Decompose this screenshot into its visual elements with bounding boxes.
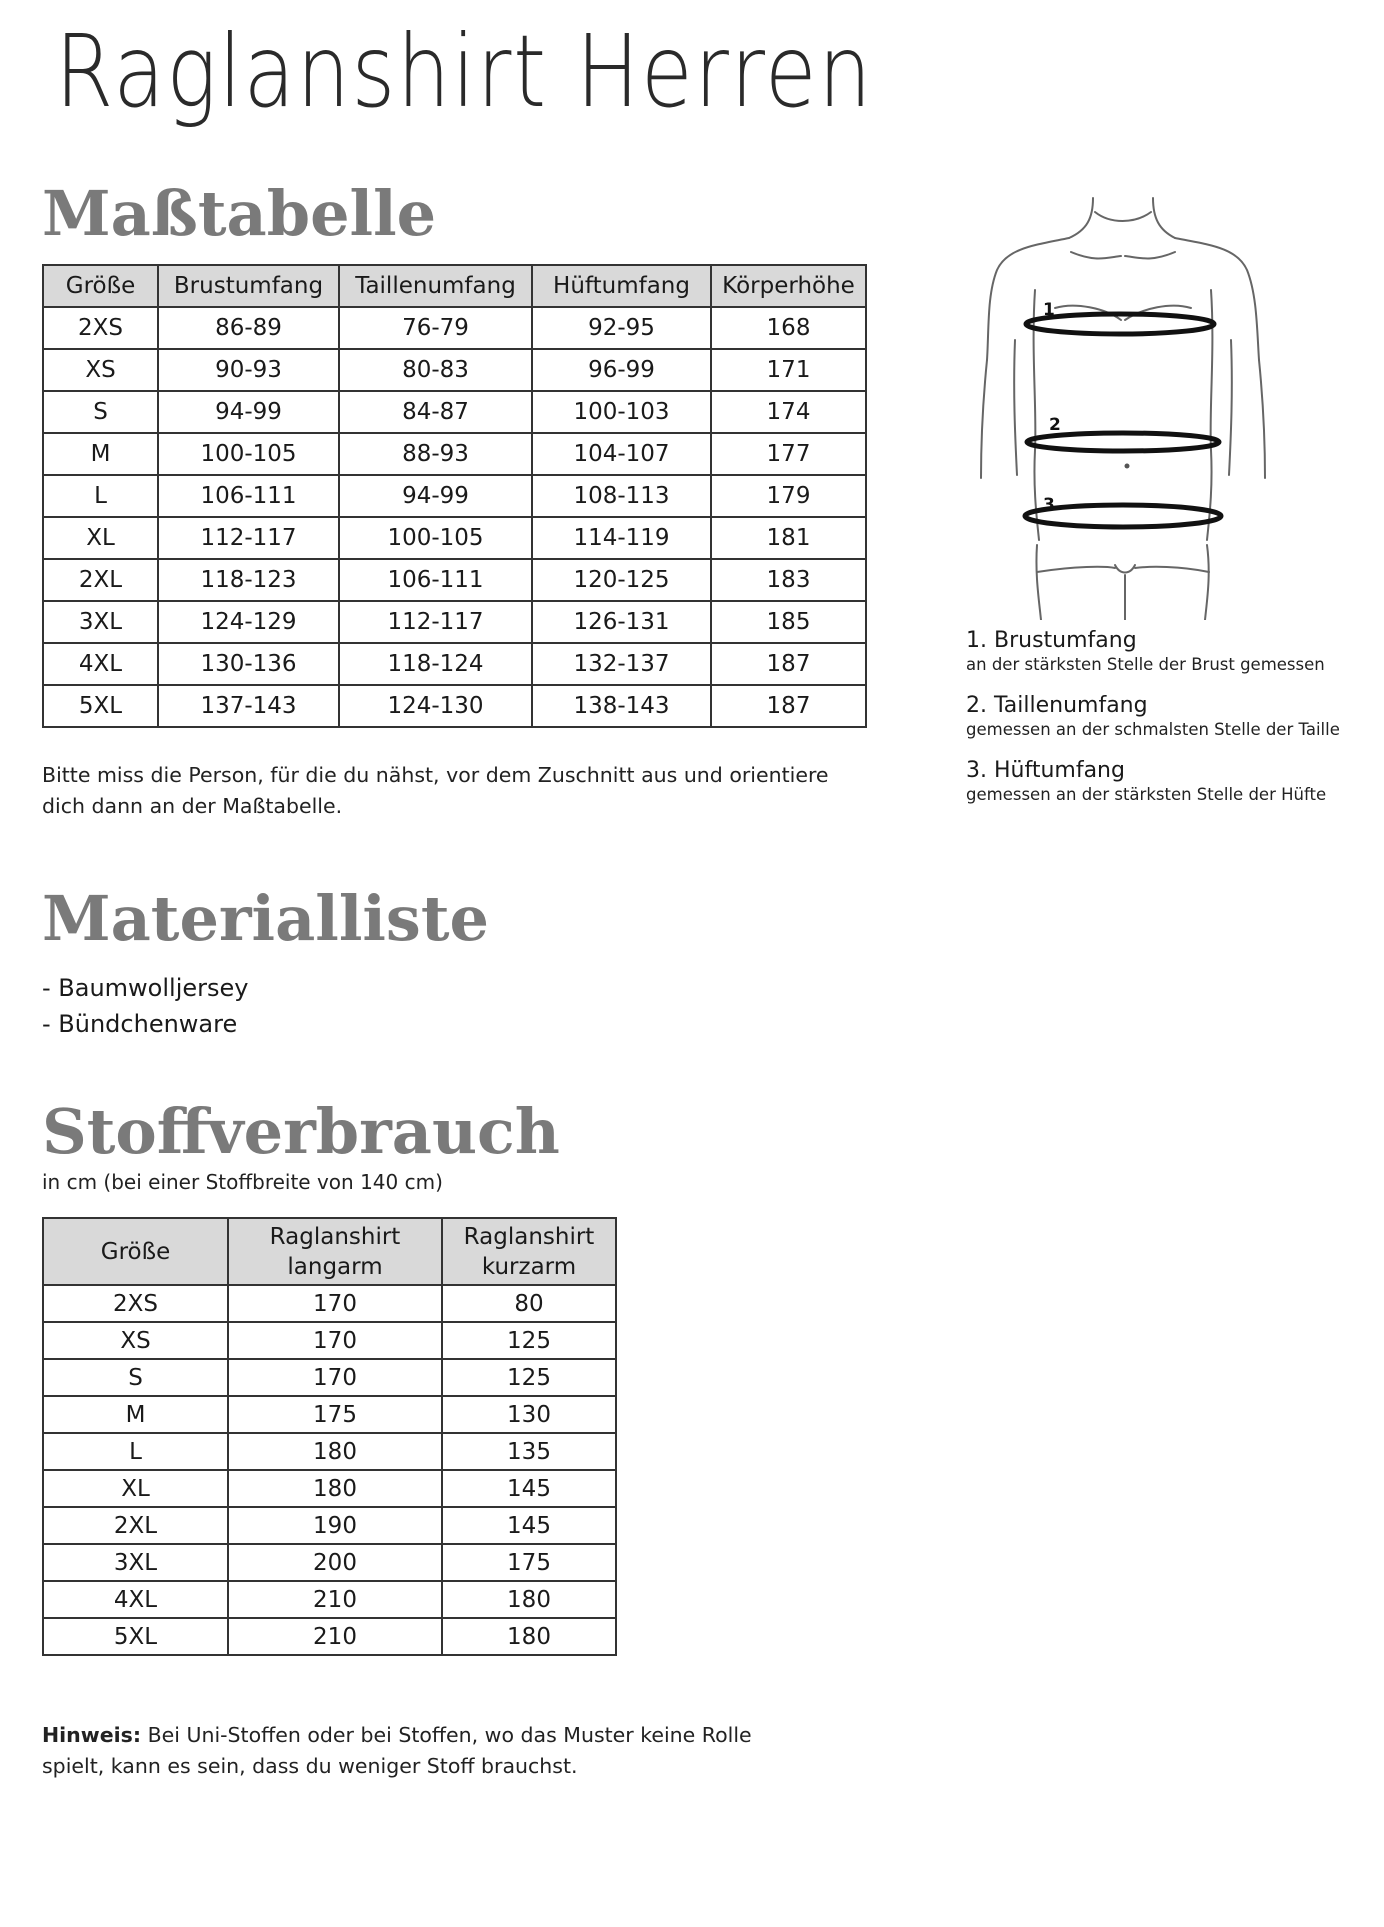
table-cell: M bbox=[43, 433, 158, 475]
size-chart-note: Bitte miss die Person, für die du nähst, vor dem Zuschnitt aus und orientiere dich dann an der Maßtabelle. bbox=[42, 763, 829, 818]
header-cell bbox=[442, 1218, 616, 1285]
table-cell: 171 bbox=[711, 349, 866, 391]
table-row bbox=[43, 559, 866, 601]
table-cell: 4XL bbox=[43, 643, 158, 685]
table-cell: 179 bbox=[711, 475, 866, 517]
table-cell: 170 bbox=[228, 1285, 442, 1322]
table-cell: 124-129 bbox=[158, 601, 339, 643]
table-cell: 88-93 bbox=[339, 433, 532, 475]
table-cell: 175 bbox=[228, 1396, 442, 1433]
legend-label: 3. Hüftumfang bbox=[966, 758, 1125, 783]
legend-label: 1. Brustumfang bbox=[966, 628, 1137, 653]
fabric-note-text: Bei Uni-Stoffen oder bei Stoffen, wo das Muster keine Rolle spielt, kann es sein, dass du weniger Stoff brauchst. bbox=[42, 1723, 752, 1778]
table-cell: 2XL bbox=[43, 1507, 228, 1544]
table-cell: 3XL bbox=[43, 1544, 228, 1581]
legend-desc: gemessen an der schmalsten Stelle der Taille bbox=[966, 720, 1340, 739]
table-cell: 5XL bbox=[43, 685, 158, 727]
table-row bbox=[43, 1470, 616, 1507]
legend-label: 2. Taillenumfang bbox=[966, 693, 1148, 718]
fabric-header-row bbox=[43, 1218, 616, 1285]
table-cell: 180 bbox=[442, 1618, 616, 1655]
table-cell: 126-131 bbox=[532, 601, 711, 643]
table-row bbox=[43, 1581, 616, 1618]
table-cell: 190 bbox=[228, 1507, 442, 1544]
measurement-legend bbox=[966, 627, 1366, 822]
legend-desc: gemessen an der stärksten Stelle der Hüfte bbox=[966, 785, 1327, 804]
table-cell: 3XL bbox=[43, 601, 158, 643]
marker-2: 2 bbox=[1049, 415, 1061, 435]
table-cell: 100-105 bbox=[158, 433, 339, 475]
legend-item bbox=[966, 627, 1366, 675]
table-row bbox=[43, 601, 866, 643]
table-row bbox=[43, 1507, 616, 1544]
material-item: - Bündchenware bbox=[42, 1010, 238, 1038]
table-cell: 130-136 bbox=[158, 643, 339, 685]
size-chart-header-row bbox=[43, 265, 866, 307]
table-cell: 104-107 bbox=[532, 433, 711, 475]
header-cell: Größe bbox=[43, 265, 158, 307]
table-cell: 210 bbox=[228, 1581, 442, 1618]
table-row bbox=[43, 475, 866, 517]
legend-item bbox=[966, 757, 1366, 805]
header-line: Raglanshirt bbox=[463, 1223, 595, 1250]
fabric-note bbox=[42, 1720, 802, 1782]
table-cell: L bbox=[43, 475, 158, 517]
header-line: kurzarm bbox=[481, 1253, 577, 1280]
table-cell: XS bbox=[43, 349, 158, 391]
table-cell: 175 bbox=[442, 1544, 616, 1581]
table-cell: 125 bbox=[442, 1359, 616, 1396]
table-row bbox=[43, 307, 866, 349]
table-row bbox=[43, 1322, 616, 1359]
table-cell: 145 bbox=[442, 1470, 616, 1507]
table-cell: 108-113 bbox=[532, 475, 711, 517]
legend-item bbox=[966, 692, 1366, 740]
table-cell: 2XS bbox=[43, 307, 158, 349]
table-row bbox=[43, 1544, 616, 1581]
material-list bbox=[42, 970, 248, 1042]
fabric-heading: Stoffverbrauch bbox=[42, 1095, 560, 1168]
table-cell: 125 bbox=[442, 1322, 616, 1359]
header-line: Raglanshirt bbox=[269, 1223, 401, 1250]
header-cell: Taillenumfang bbox=[339, 265, 532, 307]
header-cell bbox=[228, 1218, 442, 1285]
table-cell: 106-111 bbox=[339, 559, 532, 601]
table-cell: 187 bbox=[711, 685, 866, 727]
marker-3: 3 bbox=[1043, 495, 1055, 515]
table-cell: 106-111 bbox=[158, 475, 339, 517]
document-title: Raglanshirt Herren bbox=[55, 13, 874, 130]
table-cell: 174 bbox=[711, 391, 866, 433]
table-row bbox=[43, 1618, 616, 1655]
table-cell: 112-117 bbox=[339, 601, 532, 643]
table-cell: 180 bbox=[228, 1470, 442, 1507]
table-cell: 80 bbox=[442, 1285, 616, 1322]
table-cell: 86-89 bbox=[158, 307, 339, 349]
table-cell: 4XL bbox=[43, 1581, 228, 1618]
table-row bbox=[43, 1359, 616, 1396]
table-cell: 168 bbox=[711, 307, 866, 349]
fabric-note-label: Hinweis: bbox=[42, 1723, 142, 1747]
table-cell: 200 bbox=[228, 1544, 442, 1581]
table-cell: 94-99 bbox=[158, 391, 339, 433]
table-cell: 100-103 bbox=[532, 391, 711, 433]
table-row bbox=[43, 349, 866, 391]
waist-measure-line bbox=[1027, 433, 1219, 451]
table-cell: 135 bbox=[442, 1433, 616, 1470]
table-cell: 170 bbox=[228, 1322, 442, 1359]
table-cell: 145 bbox=[442, 1507, 616, 1544]
body-measurement-figure bbox=[975, 190, 1275, 620]
table-cell: 180 bbox=[228, 1433, 442, 1470]
header-cell: Körperhöhe bbox=[711, 265, 866, 307]
table-cell: 5XL bbox=[43, 1618, 228, 1655]
header-cell: Hüftumfang bbox=[532, 265, 711, 307]
table-cell: 118-123 bbox=[158, 559, 339, 601]
table-cell: XS bbox=[43, 1322, 228, 1359]
table-row bbox=[43, 1433, 616, 1470]
table-row bbox=[43, 1285, 616, 1322]
table-cell: 180 bbox=[442, 1581, 616, 1618]
table-cell: 80-83 bbox=[339, 349, 532, 391]
table-cell: S bbox=[43, 1359, 228, 1396]
material-item: - Baumwolljersey bbox=[42, 974, 249, 1002]
fabric-subtitle: in cm (bei einer Stoffbreite von 140 cm) bbox=[42, 1170, 443, 1194]
table-cell: 183 bbox=[711, 559, 866, 601]
header-cell: Brustumfang bbox=[158, 265, 339, 307]
table-cell: 94-99 bbox=[339, 475, 532, 517]
table-cell: 118-124 bbox=[339, 643, 532, 685]
table-cell: 124-130 bbox=[339, 685, 532, 727]
table-cell: 100-105 bbox=[339, 517, 532, 559]
header-line: langarm bbox=[287, 1253, 383, 1280]
table-cell: 114-119 bbox=[532, 517, 711, 559]
table-cell: 120-125 bbox=[532, 559, 711, 601]
table-cell: 210 bbox=[228, 1618, 442, 1655]
table-cell: 170 bbox=[228, 1359, 442, 1396]
table-cell: XL bbox=[43, 1470, 228, 1507]
table-cell: 76-79 bbox=[339, 307, 532, 349]
table-cell: 185 bbox=[711, 601, 866, 643]
table-cell: XL bbox=[43, 517, 158, 559]
table-row bbox=[43, 433, 866, 475]
table-cell: 84-87 bbox=[339, 391, 532, 433]
table-row bbox=[43, 1396, 616, 1433]
table-cell: 2XL bbox=[43, 559, 158, 601]
table-cell: L bbox=[43, 1433, 228, 1470]
table-cell: 90-93 bbox=[158, 349, 339, 391]
table-cell: 181 bbox=[711, 517, 866, 559]
table-cell: 130 bbox=[442, 1396, 616, 1433]
table-cell: 96-99 bbox=[532, 349, 711, 391]
table-cell: S bbox=[43, 391, 158, 433]
table-row bbox=[43, 391, 866, 433]
navel bbox=[1125, 464, 1130, 469]
header-line: Größe bbox=[100, 1238, 171, 1265]
marker-1: 1 bbox=[1043, 300, 1055, 320]
table-cell: M bbox=[43, 1396, 228, 1433]
table-cell: 177 bbox=[711, 433, 866, 475]
size-chart-table bbox=[42, 264, 867, 728]
header-cell bbox=[43, 1218, 228, 1285]
table-cell: 2XS bbox=[43, 1285, 228, 1322]
size-chart-heading: Maßtabelle bbox=[42, 177, 437, 250]
table-row bbox=[43, 685, 866, 727]
table-cell: 112-117 bbox=[158, 517, 339, 559]
table-cell: 137-143 bbox=[158, 685, 339, 727]
material-heading: Materialliste bbox=[42, 882, 489, 955]
table-row bbox=[43, 643, 866, 685]
table-row bbox=[43, 517, 866, 559]
legend-desc: an der stärksten Stelle der Brust gemessen bbox=[966, 655, 1325, 674]
fabric-table-body bbox=[43, 1285, 616, 1655]
size-chart-body bbox=[43, 307, 866, 727]
table-cell: 132-137 bbox=[532, 643, 711, 685]
fabric-table bbox=[42, 1217, 617, 1656]
table-cell: 138-143 bbox=[532, 685, 711, 727]
table-cell: 187 bbox=[711, 643, 866, 685]
table-cell: 92-95 bbox=[532, 307, 711, 349]
